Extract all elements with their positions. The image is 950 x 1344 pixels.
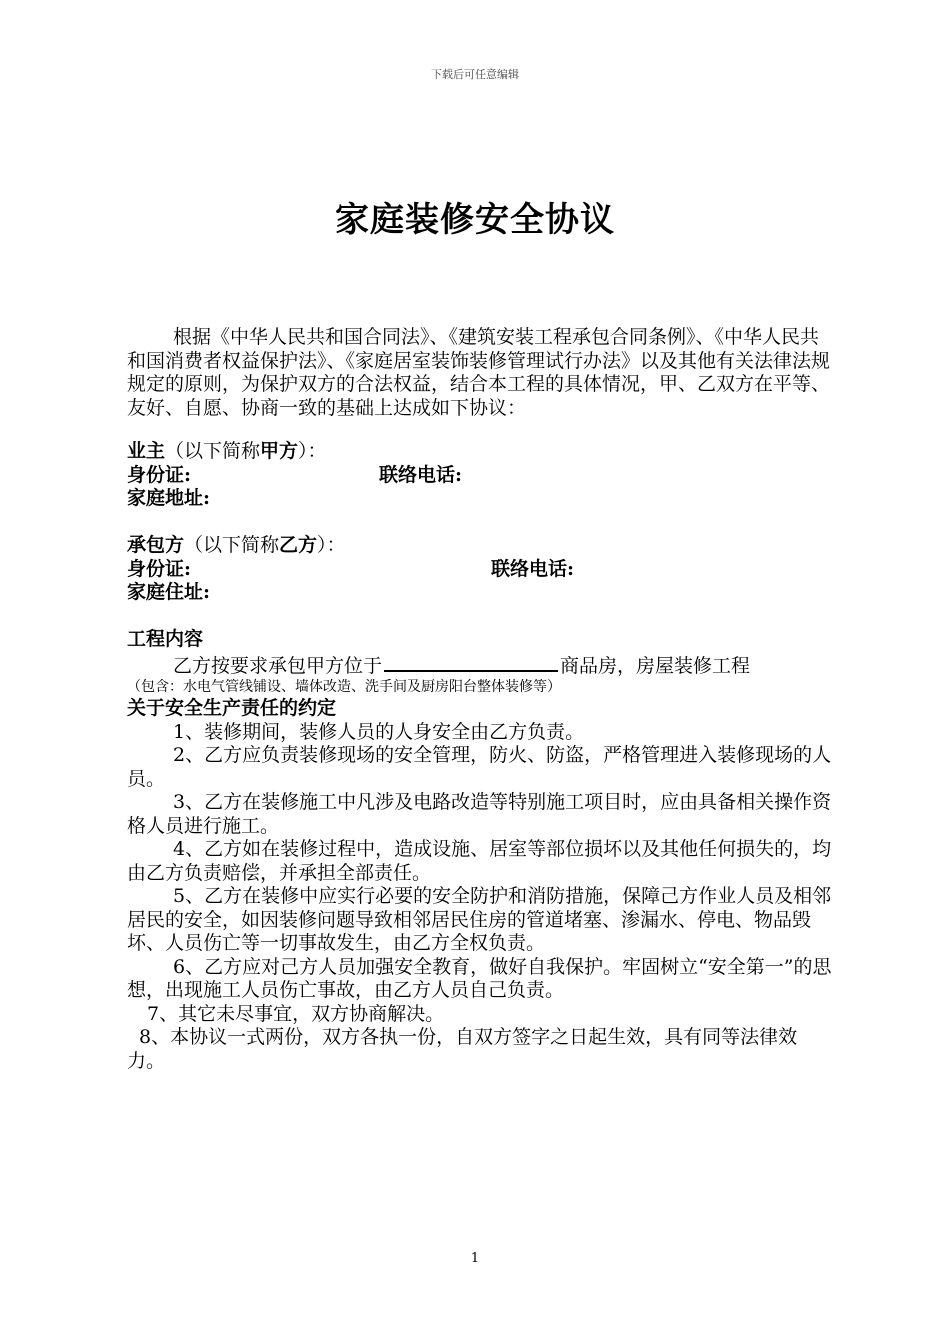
- party-b-address-label: 家庭住址:: [127, 581, 211, 603]
- document-body: [127, 326, 835, 1073]
- party-b-short: 乙方: [279, 534, 318, 556]
- party-b-label-end: ）：: [317, 534, 346, 556]
- safety-item-8: 8、本协议一式两份，双方各执一份，自双方签字之日起生效，具有同等法律效力。: [127, 1026, 798, 1072]
- party-a-short: 甲方: [260, 440, 299, 462]
- safety-item-1: 1、装修期间，装修人员的人身安全由乙方负责。: [173, 720, 585, 743]
- party-a-address-label: 家庭地址:: [127, 487, 211, 509]
- intro-paragraph: 根据《中华人民共和国合同法》、《建筑安装工程承包合同条例》、《中华人民共和国消费者权益保护法》、《家庭居室装饰装修管理试行办法》以及其他有关法律法规规定的原则，为保护双方的合法权益，结合本工程的具体情况，甲、乙双方在平等、友好、自愿、协商一致的基础上达成如下协议：: [127, 326, 831, 419]
- party-a-label: 业主: [127, 440, 166, 462]
- project-location-blank: [384, 652, 558, 672]
- header-note: 下载后可任意编辑: [431, 68, 519, 81]
- party-b-id-label: 身份证:: [127, 557, 192, 580]
- party-a-id-row: [127, 464, 835, 488]
- party-a-label-mid: （以下简称: [165, 440, 261, 462]
- safety-item-2: 2、乙方应负责装修现场的安全管理，防火、防盗，严格管理进入装修现场的人员。: [127, 744, 832, 790]
- party-a-label-end: ）：: [298, 440, 327, 462]
- project-line-pre: 乙方按要求承包甲方位于: [173, 654, 383, 677]
- project-line-post: 商品房，房屋装修工程: [560, 654, 751, 677]
- safety-item-3: 3、乙方在装修施工中凡涉及电路改造等特别施工项目时，应由具备相关操作资格人员进行施工。: [127, 791, 832, 837]
- safety-heading: 关于安全生产责任的约定: [127, 697, 337, 719]
- project-heading: 工程内容: [127, 628, 204, 650]
- page-number: 1: [470, 1251, 480, 1266]
- party-b-label: 承包方: [127, 534, 185, 556]
- party-b-id-row: [127, 558, 835, 582]
- party-a-heading: [127, 440, 835, 464]
- party-b-label-mid: （以下简称: [184, 534, 280, 556]
- safety-item-6: 6、乙方应对己方人员加强安全教育，做好自我保护。牢固树立“安全第一”的思想，出现施工人员伤亡事故，由乙方人员自己负责。: [127, 955, 832, 1001]
- project-note: （包含：水电气管线铺设、墙体改造、洗手间及厨房阳台整体装修等）: [127, 679, 561, 695]
- party-a-id-label: 身份证:: [127, 463, 192, 486]
- safety-item-4: 4、乙方如在装修过程中，造成设施、居室等部位损坏以及其他任何损失的，均由乙方负责赔偿，并承担全部责任。: [127, 838, 832, 884]
- party-b-phone-label: 联络电话:: [491, 557, 575, 580]
- party-a-phone-label: 联络电话:: [379, 463, 463, 486]
- party-b-heading: [127, 534, 835, 558]
- safety-item-5: 5、乙方在装修中应实行必要的安全防护和消防措施，保障己方作业人员及相邻居民的安全，如因装修问题导致相邻居民住房的管道堵塞、渗漏水、停电、物品毁坏、人员伤亡等一切事故发生，由乙方全权负责。: [127, 885, 832, 954]
- safety-item-7: 7、其它未尽事宜，双方协商解决。: [147, 1002, 445, 1025]
- project-line: [127, 652, 835, 679]
- page-title: 家庭装修安全协议: [335, 200, 615, 240]
